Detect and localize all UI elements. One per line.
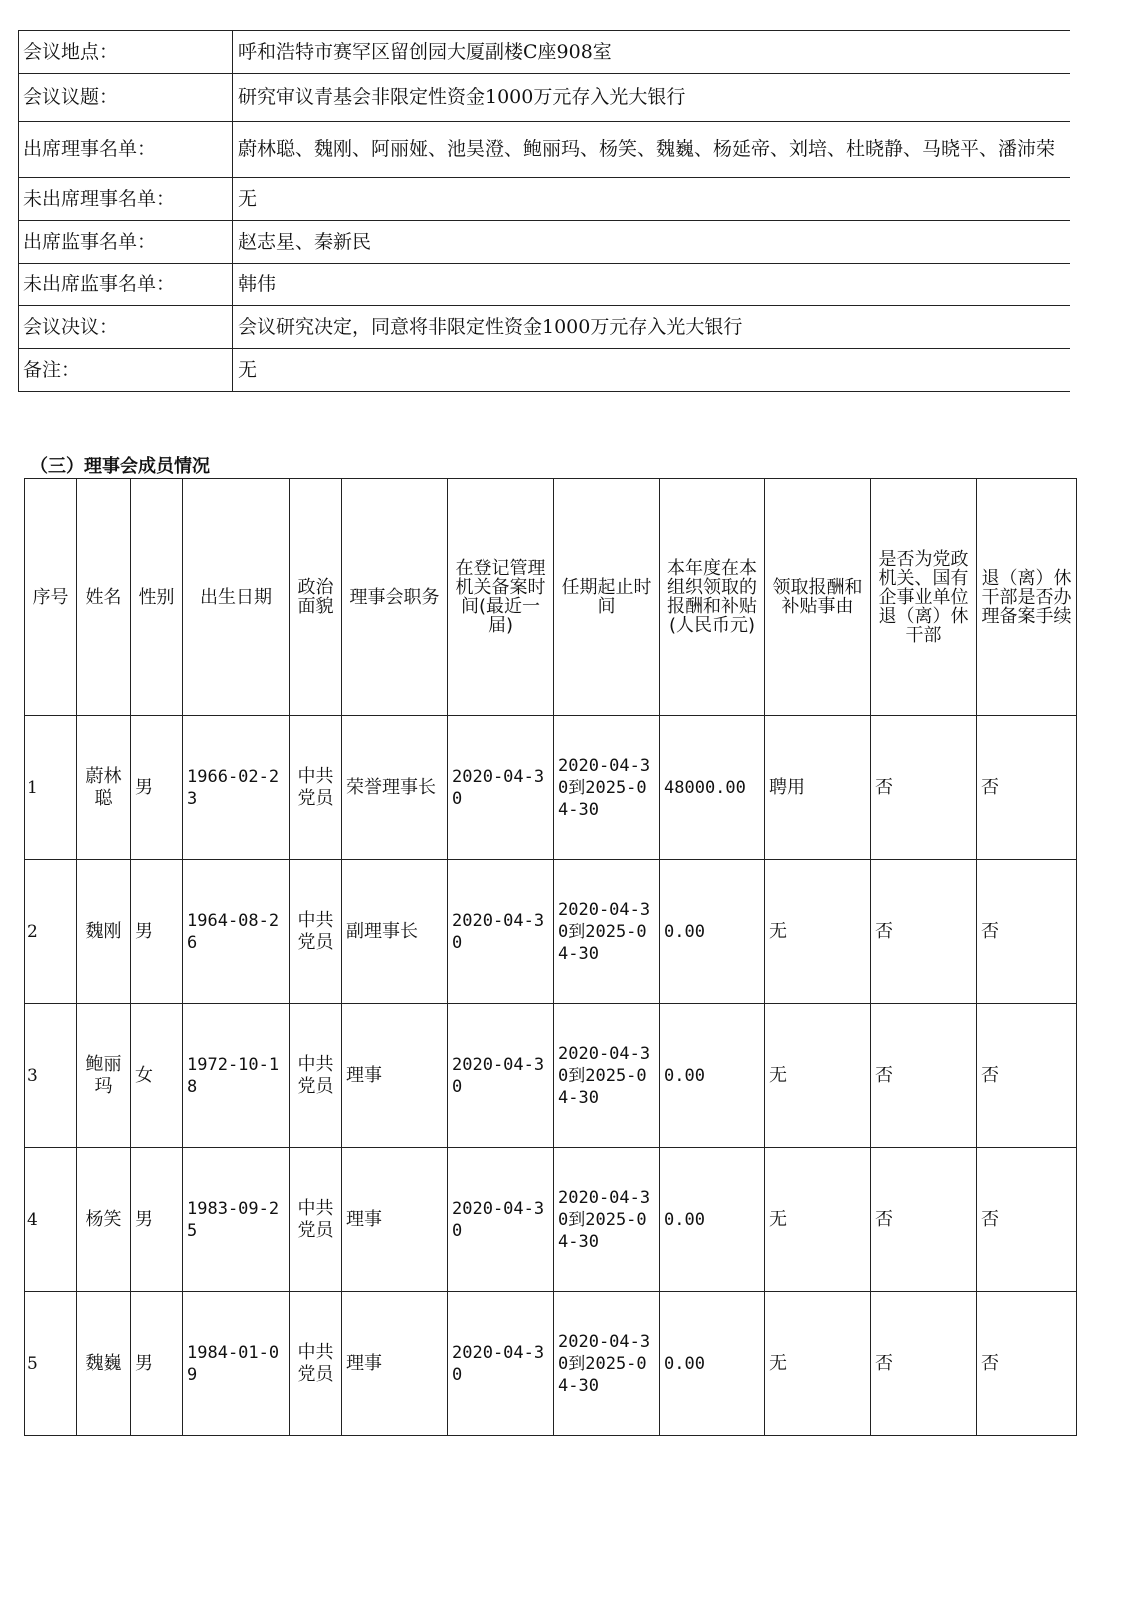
cell-retired-cadre: 否 — [871, 1292, 977, 1436]
cell-birth-date: 1966-02-23 — [183, 716, 290, 860]
meeting-label: 出席理事名单： — [19, 122, 233, 178]
meeting-value: 会议研究决定，同意将非限定性资金1000万元存入光大银行 — [233, 306, 1071, 349]
cell-seq: 2 — [25, 860, 77, 1004]
cell-gender: 女 — [131, 1004, 183, 1148]
meeting-row-attending-directors — [19, 122, 1071, 178]
cell-term: 2020-04-30到2025-04-30 — [554, 1148, 660, 1292]
header-seq: 序号 — [25, 479, 77, 716]
cell-filing-time: 2020-04-30 — [448, 1004, 554, 1148]
cell-board-position: 副理事长 — [342, 860, 448, 1004]
cell-filing-done: 否 — [977, 1292, 1077, 1436]
header-birth-date: 出生日期 — [183, 479, 290, 716]
cell-filing-done: 否 — [977, 716, 1077, 860]
meeting-label: 未出席理事名单： — [19, 178, 233, 221]
cell-name: 鲍丽玛 — [77, 1004, 131, 1148]
cell-political-status: 中共党员 — [290, 716, 342, 860]
cell-retired-cadre: 否 — [871, 860, 977, 1004]
meeting-row-location — [19, 31, 1071, 74]
cell-filing-done: 否 — [977, 1148, 1077, 1292]
header-political-status: 政治面貌 — [290, 479, 342, 716]
meeting-value: 呼和浩特市赛罕区留创园大厦副楼C座908室 — [233, 31, 1071, 74]
cell-gender: 男 — [131, 1292, 183, 1436]
cell-name: 魏刚 — [77, 860, 131, 1004]
cell-pay-reason: 无 — [765, 1148, 871, 1292]
cell-political-status: 中共党员 — [290, 860, 342, 1004]
meeting-label: 会议决议： — [19, 306, 233, 349]
cell-name: 蔚林聪 — [77, 716, 131, 860]
cell-birth-date: 1972-10-18 — [183, 1004, 290, 1148]
cell-seq: 3 — [25, 1004, 77, 1148]
header-pay-reason: 领取报酬和补贴事由 — [765, 479, 871, 716]
cell-board-position: 理事 — [342, 1004, 448, 1148]
header-filing-time: 在登记管理机关备案时间(最近一届) — [448, 479, 554, 716]
table-row — [25, 1292, 1077, 1436]
cell-political-status: 中共党员 — [290, 1148, 342, 1292]
meeting-value: 研究审议青基会非限定性资金1000万元存入光大银行 — [233, 74, 1071, 122]
meeting-row-attending-supervisors — [19, 221, 1071, 264]
meeting-row-absent-directors — [19, 178, 1071, 221]
board-members-table — [24, 478, 1077, 1436]
table-header-row — [25, 479, 1077, 716]
cell-term: 2020-04-30到2025-04-30 — [554, 1004, 660, 1148]
cell-seq: 4 — [25, 1148, 77, 1292]
section-title: （三）理事会成员情况 — [30, 456, 210, 477]
meeting-label: 出席监事名单： — [19, 221, 233, 264]
cell-pay-reason: 无 — [765, 1004, 871, 1148]
header-board-position: 理事会职务 — [342, 479, 448, 716]
cell-term: 2020-04-30到2025-04-30 — [554, 860, 660, 1004]
cell-pay-reason: 无 — [765, 860, 871, 1004]
cell-board-position: 荣誉理事长 — [342, 716, 448, 860]
cell-gender: 男 — [131, 860, 183, 1004]
meeting-value: 赵志星、秦新民 — [233, 221, 1071, 264]
cell-pay: 0.00 — [660, 1004, 765, 1148]
cell-filing-time: 2020-04-30 — [448, 860, 554, 1004]
cell-name: 魏巍 — [77, 1292, 131, 1436]
cell-filing-done: 否 — [977, 1004, 1077, 1148]
meeting-info-table — [18, 30, 1070, 392]
cell-pay: 0.00 — [660, 860, 765, 1004]
meeting-label: 备注： — [19, 349, 233, 392]
cell-pay: 48000.00 — [660, 716, 765, 860]
cell-pay: 0.00 — [660, 1292, 765, 1436]
header-pay: 本年度在本组织领取的报酬和补贴(人民币元) — [660, 479, 765, 716]
header-gender: 性别 — [131, 479, 183, 716]
cell-seq: 1 — [25, 716, 77, 860]
header-term: 任期起止时间 — [554, 479, 660, 716]
meeting-row-absent-supervisors — [19, 264, 1071, 306]
cell-political-status: 中共党员 — [290, 1004, 342, 1148]
cell-term: 2020-04-30到2025-04-30 — [554, 1292, 660, 1436]
cell-name: 杨笑 — [77, 1148, 131, 1292]
meeting-row-remarks — [19, 349, 1071, 392]
header-retired-cadre: 是否为党政机关、国有企事业单位退（离）休干部 — [871, 479, 977, 716]
table-row — [25, 860, 1077, 1004]
cell-filing-time: 2020-04-30 — [448, 716, 554, 860]
header-filing-done: 退（离）休干部是否办理备案手续 — [977, 479, 1077, 716]
cell-board-position: 理事 — [342, 1292, 448, 1436]
cell-retired-cadre: 否 — [871, 1148, 977, 1292]
meeting-row-topic — [19, 74, 1071, 122]
cell-pay-reason: 聘用 — [765, 716, 871, 860]
cell-filing-done: 否 — [977, 860, 1077, 1004]
cell-gender: 男 — [131, 716, 183, 860]
cell-political-status: 中共党员 — [290, 1292, 342, 1436]
cell-pay-reason: 无 — [765, 1292, 871, 1436]
cell-pay: 0.00 — [660, 1148, 765, 1292]
meeting-value: 韩伟 — [233, 264, 1071, 306]
cell-board-position: 理事 — [342, 1148, 448, 1292]
table-row — [25, 1148, 1077, 1292]
cell-term: 2020-04-30到2025-04-30 — [554, 716, 660, 860]
cell-birth-date: 1984-01-09 — [183, 1292, 290, 1436]
cell-seq: 5 — [25, 1292, 77, 1436]
cell-retired-cadre: 否 — [871, 1004, 977, 1148]
cell-retired-cadre: 否 — [871, 716, 977, 860]
meeting-label: 会议议题： — [19, 74, 233, 122]
meeting-value: 无 — [233, 349, 1071, 392]
table-row — [25, 716, 1077, 860]
header-name: 姓名 — [77, 479, 131, 716]
meeting-label: 未出席监事名单： — [19, 264, 233, 306]
meeting-label: 会议地点： — [19, 31, 233, 74]
meeting-value: 无 — [233, 178, 1071, 221]
cell-birth-date: 1964-08-26 — [183, 860, 290, 1004]
meeting-value: 蔚林聪、魏刚、阿丽娅、池昊澄、鲍丽玛、杨笑、魏巍、杨延帝、刘培、杜晓静、马晓平、潘沛荣 — [233, 122, 1071, 178]
cell-filing-time: 2020-04-30 — [448, 1292, 554, 1436]
table-row — [25, 1004, 1077, 1148]
cell-filing-time: 2020-04-30 — [448, 1148, 554, 1292]
meeting-row-resolution — [19, 306, 1071, 349]
cell-birth-date: 1983-09-25 — [183, 1148, 290, 1292]
cell-gender: 男 — [131, 1148, 183, 1292]
